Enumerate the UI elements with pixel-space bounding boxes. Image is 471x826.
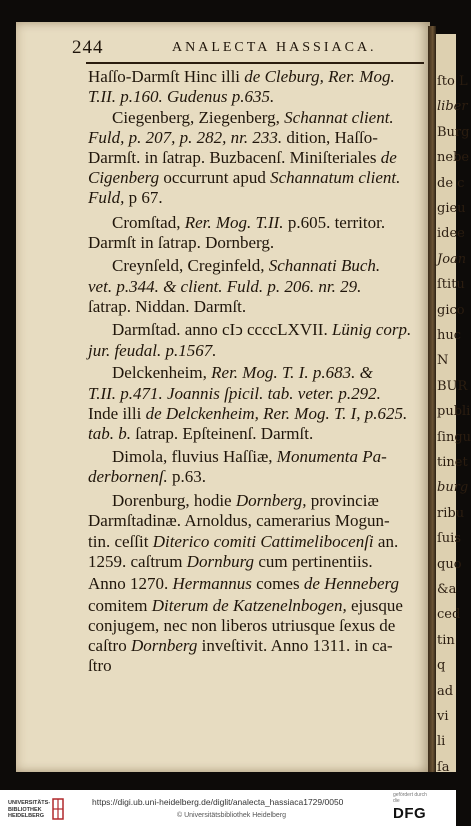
next-page-fragment: ſa: [437, 759, 450, 775]
next-page-fragment: ſto L: [437, 74, 468, 89]
next-page-fragment: gico: [437, 302, 465, 318]
italic-text: Schannat client.: [284, 108, 394, 127]
italic-text: Schannati Buch.: [268, 256, 381, 275]
italic-text: jur. feudal. p.1567.: [88, 341, 217, 360]
roman-text: tin. ceſſit: [88, 532, 153, 551]
roman-text: Haſſo-Darmſt Hinc illi: [88, 67, 245, 86]
text-line: [88, 574, 399, 594]
italic-text: T.II. p.471. Joannis ſpicil. tab. veter. p.292.: [88, 384, 381, 403]
dfg-logo[interactable]: DFG: [393, 805, 427, 822]
text-line: [88, 467, 206, 487]
italic-text: T.II. p.160. Gudenus p.635.: [88, 87, 275, 106]
next-page-edge: [436, 34, 471, 775]
next-page-fragment: tinet: [437, 455, 468, 470]
next-page-fragment: vi: [437, 709, 449, 724]
italic-text: Schannatum client.: [270, 168, 401, 187]
italic-text: Dornberg,: [235, 491, 307, 510]
funder-tagline-line: die: [393, 797, 400, 804]
italic-text: de Delckenheim, Rer. Mog. T. I, p.625.: [145, 404, 408, 423]
next-page-fragment: ſingu: [437, 429, 471, 445]
text-line: [88, 424, 313, 444]
running-head: [72, 37, 427, 59]
text-line: [88, 511, 390, 531]
running-title: ANALECTA HASSIACA.: [172, 40, 377, 55]
page-number: 244: [72, 37, 104, 58]
next-page-fragment: ſuis: [437, 531, 462, 547]
text-line: [88, 616, 395, 636]
next-page-fragment: nebe: [437, 150, 470, 166]
next-page-fragment: tin: [437, 632, 455, 648]
italic-text: de Henneberg: [303, 574, 400, 593]
library-name-line: BIBLIOTHEK: [8, 806, 42, 813]
roman-text: Ciegenberg, Ziegenberg,: [112, 108, 285, 127]
text-line: [88, 656, 112, 676]
text-line: [112, 256, 380, 276]
italic-text: Dornburg: [186, 552, 255, 571]
next-page-fragment: ced: [437, 607, 461, 623]
roman-text: 1259. caſtrum: [88, 552, 187, 571]
roman-text: ejusque: [346, 596, 403, 615]
text-line: [88, 596, 403, 616]
italic-text: Diterico comiti Cattimelibocenſi: [152, 532, 374, 551]
roman-text: caſtro: [88, 636, 131, 655]
next-page-fragment: Joan: [437, 251, 467, 267]
roman-text: comes: [251, 574, 304, 593]
next-page-fragment: quo: [437, 556, 462, 572]
roman-text: occurrunt apud: [159, 168, 271, 187]
next-page-fragment: burg: [437, 480, 469, 496]
book-gutter: [428, 26, 436, 772]
text-line: [112, 108, 394, 128]
next-page-fragment: li: [437, 734, 446, 750]
roman-text: inveſtivit. Anno 1311. in ca-: [197, 636, 393, 655]
text-line: [88, 148, 397, 168]
roman-text: comitem: [88, 596, 152, 615]
roman-text: an.: [373, 532, 399, 551]
roman-text: cum pertinentiis.: [254, 552, 373, 571]
next-page-fragment: &a: [437, 582, 457, 597]
text-line: [88, 277, 361, 297]
funder-tagline-line: gefördert durch: [393, 792, 427, 798]
text-line: [112, 447, 387, 467]
next-page-fragment: ad: [437, 683, 454, 699]
text-line: [88, 552, 373, 572]
permalink-url[interactable]: https://digi.ub.uni-heidelberg.de/diglit/analecta_hassiaca1729/0050: [92, 797, 344, 807]
italic-text: derbornenſ.: [88, 467, 168, 486]
italic-text: Cigenberg: [88, 168, 160, 187]
roman-text: Dimola, fluvius Haſſiæ,: [112, 447, 277, 466]
roman-text: Darmſtadinæ. Arnoldus, camerarius Mogun-: [88, 511, 390, 530]
library-logo[interactable]: [8, 800, 51, 822]
library-emblem-icon: [52, 798, 64, 820]
next-page-fragment: huc: [437, 328, 462, 343]
next-page-fragment: publi: [437, 404, 471, 420]
header-rule: [86, 62, 424, 64]
text-line: [88, 128, 378, 148]
library-name-line: HEIDELBERG: [8, 813, 45, 819]
next-page-fragment: N: [437, 353, 449, 369]
text-line: [88, 87, 274, 107]
text-line: [88, 384, 381, 404]
text-line: [88, 168, 400, 188]
copyright-notice: © Universitätsbibliothek Heidelberg: [177, 812, 287, 819]
next-page-fragment: liber: [437, 99, 468, 115]
roman-text: ſatrap. Niddan. Darmſt.: [88, 297, 247, 316]
italic-text: de Cleburg, Rer. Mog.: [244, 67, 395, 86]
next-page-fragment: de c: [437, 175, 465, 191]
italic-text: Diterum de Katzenelnbogen,: [151, 596, 347, 615]
text-line: [88, 188, 163, 208]
next-page-fragment: gieu: [437, 201, 466, 216]
italic-text: Hermannus: [172, 574, 252, 593]
italic-text: Monumenta Pa-: [276, 447, 387, 466]
roman-text: conjugem, nec non liberos utriusque ſexus de: [88, 616, 396, 635]
viewer-footer: [0, 790, 456, 826]
roman-text: Cromſtad,: [112, 213, 185, 232]
roman-text: ſatrap. Epſteinenſ. Darmſt.: [130, 424, 314, 443]
roman-text: dition, Haſſo-: [282, 128, 378, 147]
text-line: [88, 532, 398, 552]
next-page-fragment: ſtitu: [437, 277, 465, 293]
italic-text: Fuld,: [88, 188, 125, 207]
text-line: [88, 404, 407, 424]
roman-text: Creynſeld, Creginfeld,: [112, 256, 269, 275]
roman-text: Anno 1270.: [88, 574, 173, 593]
roman-text: p.605. territor.: [283, 213, 386, 232]
italic-text: Rer. Mog. T.II.: [184, 213, 284, 232]
roman-text: p 67.: [124, 188, 163, 207]
roman-text: Darmſt in ſatrap. Dornberg.: [88, 233, 275, 252]
next-page-fragment: Burg: [437, 124, 470, 140]
next-page-fragment: BUR: [437, 378, 468, 394]
next-page-fragment: ribu: [437, 505, 465, 521]
roman-text: ſtro: [88, 656, 112, 675]
text-line: [88, 341, 216, 361]
italic-text: Lünig corp.: [331, 320, 412, 339]
library-name-line: UNIVERSITÄTS-: [8, 800, 51, 806]
roman-text: provinciæ: [306, 491, 379, 510]
italic-text: Rer. Mog. T. I. p.683. &: [211, 363, 373, 382]
funder-tagline: [393, 793, 427, 804]
roman-text: Inde illi: [88, 404, 146, 423]
italic-text: vet. p.344. & client. Fuld. p. 206. nr. 29.: [88, 277, 362, 296]
italic-text: Dornberg: [130, 636, 198, 655]
italic-text: de: [380, 148, 397, 167]
roman-text: Dorenburg, hodie: [112, 491, 236, 510]
next-page-fragment: idee: [437, 226, 465, 242]
roman-text: Delckenheim,: [112, 363, 212, 382]
roman-text: Darmſt. in ſatrap. Buzbacenſ. Miniſteriales: [88, 148, 381, 167]
roman-text: Darmſtad. anno cIↄ ccccLXVII.: [112, 320, 332, 339]
text-line: [88, 636, 393, 656]
roman-text: p.63.: [167, 467, 207, 486]
text-line: [88, 67, 395, 87]
text-line: [88, 233, 274, 253]
text-line: [88, 297, 246, 317]
text-line: [112, 320, 411, 340]
next-page-fragment: q: [437, 658, 446, 674]
text-line: [112, 491, 379, 511]
text-line: [112, 213, 385, 233]
italic-text: Fuld, p. 207, p. 282, nr. 233.: [88, 128, 283, 147]
text-line: [112, 363, 373, 383]
italic-text: tab. b.: [88, 424, 131, 443]
